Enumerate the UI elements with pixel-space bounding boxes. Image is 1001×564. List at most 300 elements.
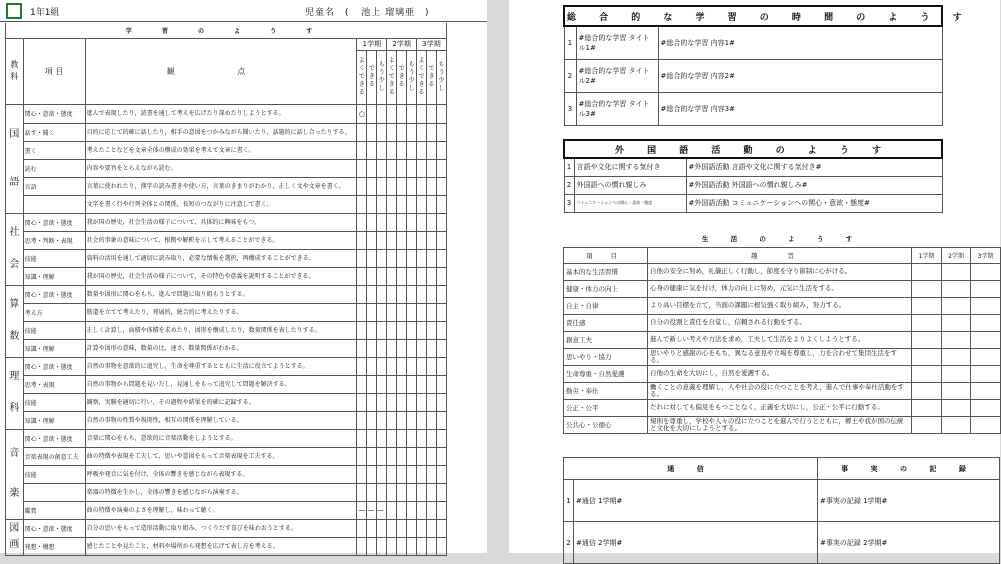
evaluation-cell[interactable] [436, 375, 446, 393]
evaluation-cell[interactable] [397, 411, 407, 429]
row-number: 1 [564, 26, 576, 59]
evaluation-cell[interactable] [397, 429, 407, 447]
life-eval-cell[interactable] [971, 331, 1001, 348]
evaluation-cell[interactable] [387, 159, 397, 177]
evaluation-cell[interactable] [387, 375, 397, 393]
life-eval-cell[interactable] [971, 416, 1001, 433]
evaluation-cell[interactable] [427, 303, 437, 321]
life-desc-cell: 自他の安全に努め，礼儀正しく行動し，節度を守り節制に心がける。 [648, 263, 912, 280]
evaluation-cell[interactable] [436, 321, 446, 339]
evaluation-cell[interactable] [357, 177, 367, 195]
life-item-cell: 基本的な生活習慣 [564, 263, 648, 280]
evaluation-cell[interactable] [367, 195, 377, 213]
life-eval-cell[interactable] [912, 365, 942, 382]
evaluation-cell[interactable] [377, 357, 387, 375]
evaluation-cell[interactable] [436, 177, 446, 195]
evaluation-cell[interactable] [407, 159, 417, 177]
item-cell: 話す・聞く [23, 123, 85, 141]
evaluation-cell[interactable] [436, 213, 446, 231]
evaluation-cell[interactable] [387, 213, 397, 231]
evaluation-cell[interactable] [417, 375, 427, 393]
comm-row [564, 480, 1000, 522]
evaluation-cell[interactable] [417, 303, 427, 321]
life-eval-cell[interactable] [942, 263, 971, 280]
item-cell: 関心・意欲・態度 [23, 213, 85, 231]
life-eval-cell[interactable] [942, 331, 971, 348]
level-label: できる [428, 65, 435, 88]
life-eval-cell[interactable] [912, 280, 942, 297]
life-eval-cell[interactable] [912, 416, 942, 433]
evaluation-cell[interactable] [407, 195, 417, 213]
evaluation-cell[interactable] [417, 213, 427, 231]
life-eval-cell[interactable] [912, 331, 942, 348]
evaluation-cell[interactable] [427, 123, 437, 141]
evaluation-cell[interactable] [377, 159, 387, 177]
evaluation-cell[interactable] [436, 357, 446, 375]
evaluation-cell[interactable] [436, 285, 446, 303]
evaluation-cell[interactable] [377, 177, 387, 195]
evaluation-cell[interactable] [427, 519, 437, 537]
learning-row [6, 321, 447, 339]
evaluation-cell[interactable] [397, 159, 407, 177]
evaluation-cell[interactable] [397, 519, 407, 537]
evaluation-cell[interactable] [377, 519, 387, 537]
evaluation-cell[interactable] [407, 267, 417, 285]
evaluation-cell[interactable] [436, 195, 446, 213]
life-eval-cell[interactable] [942, 280, 971, 297]
evaluation-cell[interactable] [407, 429, 417, 447]
evaluation-cell[interactable] [357, 285, 367, 303]
evaluation-cell[interactable] [436, 159, 446, 177]
selected-cell-cursor[interactable] [6, 3, 22, 19]
life-eval-cell[interactable] [942, 297, 971, 314]
evaluation-cell[interactable] [387, 285, 397, 303]
evaluation-cell[interactable] [397, 321, 407, 339]
evaluation-cell[interactable] [367, 104, 377, 123]
evaluation-cell[interactable] [407, 303, 417, 321]
life-term-header: 3学期 [971, 247, 1001, 263]
evaluation-cell[interactable] [407, 357, 417, 375]
evaluation-cell[interactable] [387, 249, 397, 267]
life-item-cell: 健康・体力の向上 [564, 280, 648, 297]
evaluation-cell[interactable] [407, 321, 417, 339]
life-eval-cell[interactable] [971, 382, 1001, 399]
learning-row [6, 267, 447, 285]
evaluation-cell[interactable] [407, 177, 417, 195]
evaluation-cell[interactable] [357, 123, 367, 141]
evaluation-cell[interactable] [427, 231, 437, 249]
evaluation-cell[interactable] [427, 267, 437, 285]
evaluation-cell[interactable] [427, 465, 437, 483]
class-label: 1年1組 [30, 8, 60, 18]
view-cell: 自然の事物から問題を見いだし，見通しをもって追究して問題を解決する。 [85, 375, 357, 393]
evaluation-cell[interactable] [387, 267, 397, 285]
subject-name: 図 画 [6, 519, 24, 555]
evaluation-cell[interactable]: — — — [357, 501, 367, 519]
evaluation-cell[interactable] [417, 447, 427, 465]
evaluation-cell[interactable] [407, 483, 417, 501]
evaluation-cell[interactable] [377, 249, 387, 267]
life-row [564, 416, 1001, 433]
evaluation-cell[interactable] [417, 393, 427, 411]
evaluation-cell[interactable] [397, 375, 407, 393]
evaluation-cell[interactable] [387, 429, 397, 447]
life-row [564, 263, 1001, 280]
evaluation-cell[interactable] [427, 285, 437, 303]
integrated-title-cell[interactable]: #総合的な学習 タイトル3# [576, 92, 658, 125]
evaluation-cell[interactable] [427, 375, 437, 393]
evaluation-cell[interactable] [367, 249, 377, 267]
evaluation-cell[interactable] [417, 321, 427, 339]
row-number: 2 [564, 59, 576, 92]
life-eval-cell[interactable] [971, 365, 1001, 382]
evaluation-cell[interactable] [387, 447, 397, 465]
life-eval-cell[interactable] [971, 399, 1001, 416]
evaluation-cell[interactable] [377, 141, 387, 159]
evaluation-cell[interactable] [387, 195, 397, 213]
evaluation-cell[interactable] [387, 141, 397, 159]
evaluation-cell[interactable] [427, 249, 437, 267]
evaluation-cell[interactable] [417, 357, 427, 375]
evaluation-cell[interactable] [367, 123, 377, 141]
evaluation-cell[interactable] [407, 411, 417, 429]
item-cell: 知識・理解 [23, 267, 85, 285]
evaluation-cell[interactable] [357, 393, 367, 411]
evaluation-cell[interactable] [427, 411, 437, 429]
evaluation-cell[interactable] [417, 483, 427, 501]
evaluation-cell[interactable] [427, 195, 437, 213]
evaluation-cell[interactable] [436, 537, 446, 555]
evaluation-cell[interactable] [377, 303, 387, 321]
level-label: できる [368, 65, 375, 88]
evaluation-cell[interactable] [397, 123, 407, 141]
evaluation-cell[interactable] [357, 159, 367, 177]
evaluation-cell[interactable] [417, 231, 427, 249]
evaluation-cell[interactable] [377, 339, 387, 357]
evaluation-cell[interactable] [417, 465, 427, 483]
evaluation-cell[interactable] [397, 267, 407, 285]
evaluation-cell[interactable] [367, 447, 377, 465]
evaluation-cell[interactable] [387, 411, 397, 429]
evaluation-cell[interactable] [387, 321, 397, 339]
integrated-content-cell[interactable]: #総合的な学習 内容2# [658, 59, 942, 92]
life-eval-cell[interactable] [942, 365, 971, 382]
evaluation-cell[interactable] [367, 321, 377, 339]
life-eval-cell[interactable] [942, 399, 971, 416]
comm-left-cell[interactable]: #通信 2学期# [574, 522, 818, 564]
evaluation-cell[interactable] [377, 213, 387, 231]
comm-right-cell[interactable]: #事実の記録 1学期# [818, 480, 1000, 522]
evaluation-cell[interactable] [417, 429, 427, 447]
evaluation-cell[interactable] [397, 537, 407, 555]
evaluation-cell[interactable] [367, 519, 377, 537]
evaluation-cell[interactable] [367, 537, 377, 555]
evaluation-cell[interactable] [427, 213, 437, 231]
evaluation-cell[interactable] [417, 267, 427, 285]
evaluation-cell[interactable] [357, 519, 367, 537]
evaluation-cell[interactable] [397, 285, 407, 303]
evaluation-cell[interactable] [367, 177, 377, 195]
evaluation-cell[interactable] [407, 339, 417, 357]
evaluation-cell[interactable] [397, 231, 407, 249]
evaluation-cell[interactable] [367, 357, 377, 375]
life-eval-cell[interactable] [942, 314, 971, 331]
evaluation-cell[interactable] [357, 375, 367, 393]
level-label: もう少し [438, 61, 445, 92]
life-row [564, 399, 1001, 416]
evaluation-cell[interactable] [357, 303, 367, 321]
evaluation-cell[interactable] [377, 231, 387, 249]
evaluation-cell[interactable] [427, 501, 437, 519]
foreign-content-cell[interactable]: #外国語活動 外国語への慣れ親しみ# [686, 176, 942, 194]
evaluation-cell[interactable] [367, 231, 377, 249]
evaluation-cell[interactable] [397, 357, 407, 375]
evaluation-cell[interactable] [427, 447, 437, 465]
evaluation-cell[interactable] [397, 249, 407, 267]
life-eval-cell[interactable] [971, 263, 1001, 280]
evaluation-cell[interactable] [377, 321, 387, 339]
evaluation-cell[interactable] [397, 303, 407, 321]
evaluation-cell[interactable] [407, 393, 417, 411]
evaluation-cell[interactable] [357, 357, 367, 375]
item-cell: 鑑賞 [23, 501, 85, 519]
integrated-title-cell[interactable]: #総合的な学習 タイトル2# [576, 59, 658, 92]
life-eval-cell[interactable] [912, 382, 942, 399]
life-col-item: 項 目 [564, 247, 648, 263]
evaluation-cell[interactable] [407, 537, 417, 555]
evaluation-cell[interactable] [427, 483, 437, 501]
evaluation-cell[interactable] [407, 447, 417, 465]
evaluation-cell[interactable] [417, 285, 427, 303]
evaluation-cell[interactable] [367, 429, 377, 447]
life-eval-cell[interactable] [942, 416, 971, 433]
evaluation-cell[interactable] [387, 339, 397, 357]
evaluation-cell[interactable] [436, 141, 446, 159]
evaluation-cell[interactable] [397, 501, 407, 519]
view-cell: 音楽に関心をもち，意欲的に音楽活動をしようとする。 [85, 429, 357, 447]
student-name-field[interactable] [305, 5, 438, 18]
integrated-title-cell[interactable]: #総合的な学習 タイトル1# [576, 26, 658, 59]
evaluation-cell[interactable] [397, 339, 407, 357]
evaluation-cell[interactable] [397, 213, 407, 231]
evaluation-cell[interactable] [357, 141, 367, 159]
evaluation-cell[interactable] [397, 393, 407, 411]
evaluation-cell[interactable] [357, 447, 367, 465]
evaluation-cell[interactable] [417, 141, 427, 159]
evaluation-cell[interactable] [407, 285, 417, 303]
evaluation-cell[interactable] [417, 159, 427, 177]
evaluation-cell[interactable] [436, 231, 446, 249]
evaluation-cell[interactable] [436, 519, 446, 537]
evaluation-cell[interactable] [357, 483, 367, 501]
life-eval-cell[interactable] [971, 348, 1001, 365]
evaluation-cell[interactable] [407, 104, 417, 123]
comm-right-cell[interactable]: #事実の記録 2学期# [818, 522, 1000, 564]
evaluation-cell[interactable] [377, 375, 387, 393]
evaluation-cell[interactable] [357, 321, 367, 339]
evaluation-cell[interactable] [407, 501, 417, 519]
evaluation-cell[interactable] [427, 357, 437, 375]
evaluation-cell[interactable] [377, 447, 387, 465]
item-cell: 書く [23, 141, 85, 159]
evaluation-cell[interactable] [387, 123, 397, 141]
evaluation-cell[interactable] [427, 339, 437, 357]
evaluation-cell[interactable] [367, 285, 377, 303]
life-item-cell: 思いやり・協力 [564, 348, 648, 365]
evaluation-cell[interactable] [407, 123, 417, 141]
evaluation-cell[interactable] [417, 177, 427, 195]
evaluation-cell[interactable] [377, 393, 387, 411]
evaluation-cell[interactable] [367, 141, 377, 159]
foreign-content-cell[interactable]: #外国語活動 言語や文化に関する気付き# [686, 158, 942, 176]
evaluation-cell[interactable] [407, 465, 417, 483]
evaluation-cell[interactable] [407, 249, 417, 267]
evaluation-cell[interactable] [427, 429, 437, 447]
evaluation-cell[interactable] [397, 177, 407, 195]
evaluation-cell[interactable] [367, 465, 377, 483]
evaluation-cell[interactable] [367, 339, 377, 357]
evaluation-cell[interactable] [357, 267, 367, 285]
life-eval-cell[interactable] [942, 348, 971, 365]
evaluation-cell[interactable] [387, 501, 397, 519]
evaluation-cell[interactable] [387, 104, 397, 123]
evaluation-cell[interactable]: ○ [357, 104, 367, 123]
evaluation-cell[interactable] [377, 411, 387, 429]
life-eval-cell[interactable] [912, 348, 942, 365]
evaluation-cell[interactable] [357, 537, 367, 555]
evaluation-cell[interactable] [436, 267, 446, 285]
learning-row [6, 483, 447, 501]
evaluation-cell[interactable] [436, 447, 446, 465]
evaluation-cell[interactable] [427, 537, 437, 555]
evaluation-cell[interactable] [417, 249, 427, 267]
evaluation-cell[interactable] [397, 483, 407, 501]
item-cell: 技能 [23, 249, 85, 267]
evaluation-cell[interactable] [417, 501, 427, 519]
evaluation-cell[interactable] [377, 123, 387, 141]
evaluation-cell[interactable] [387, 537, 397, 555]
evaluation-cell[interactable] [436, 465, 446, 483]
evaluation-cell[interactable] [387, 231, 397, 249]
evaluation-cell[interactable] [407, 231, 417, 249]
evaluation-cell[interactable] [367, 411, 377, 429]
evaluation-cell[interactable] [417, 537, 427, 555]
evaluation-cell[interactable] [427, 141, 437, 159]
evaluation-cell[interactable] [387, 177, 397, 195]
foreign-content-cell[interactable]: #外国語活動 コミュニケーションへの関心・意欲・態度# [686, 194, 942, 212]
view-cell: 楽器の特徴を生かし，全体の響きを感じながら演奏する。 [85, 483, 357, 501]
evaluation-cell[interactable] [436, 411, 446, 429]
life-eval-cell[interactable] [942, 382, 971, 399]
integrated-content-cell[interactable]: #総合的な学習 内容3# [658, 92, 942, 125]
evaluation-cell[interactable] [387, 519, 397, 537]
evaluation-cell[interactable] [367, 267, 377, 285]
level-label: よくできる [418, 57, 425, 96]
integrated-content-cell[interactable]: #総合的な学習 内容1# [658, 26, 942, 59]
evaluation-cell[interactable] [377, 285, 387, 303]
evaluation-cell[interactable] [436, 303, 446, 321]
evaluation-cell[interactable] [436, 483, 446, 501]
evaluation-cell[interactable] [357, 213, 367, 231]
evaluation-cell[interactable] [367, 393, 377, 411]
evaluation-cell[interactable] [377, 195, 387, 213]
evaluation-cell[interactable] [407, 519, 417, 537]
evaluation-cell[interactable] [367, 303, 377, 321]
evaluation-cell[interactable] [397, 195, 407, 213]
evaluation-cell[interactable] [357, 411, 367, 429]
evaluation-cell[interactable] [367, 159, 377, 177]
life-eval-cell[interactable] [971, 297, 1001, 314]
evaluation-cell[interactable] [357, 249, 367, 267]
comm-left-cell[interactable]: #通信 1学期# [574, 480, 818, 522]
evaluation-cell[interactable] [357, 429, 367, 447]
evaluation-cell[interactable] [387, 465, 397, 483]
evaluation-cell[interactable] [357, 465, 367, 483]
life-eval-cell[interactable] [912, 297, 942, 314]
life-eval-cell[interactable] [912, 263, 942, 280]
evaluation-cell[interactable] [367, 483, 377, 501]
evaluation-cell[interactable] [377, 483, 387, 501]
evaluation-cell[interactable] [357, 231, 367, 249]
evaluation-cell[interactable] [387, 393, 397, 411]
evaluation-cell[interactable] [417, 104, 427, 123]
life-eval-cell[interactable] [971, 314, 1001, 331]
evaluation-cell[interactable] [417, 519, 427, 537]
evaluation-cell[interactable] [357, 339, 367, 357]
evaluation-cell[interactable] [397, 447, 407, 465]
evaluation-cell[interactable] [427, 159, 437, 177]
evaluation-cell[interactable] [397, 465, 407, 483]
evaluation-cell[interactable] [367, 375, 377, 393]
evaluation-cell[interactable] [397, 141, 407, 159]
subject-name: 音 楽 [6, 429, 24, 519]
right-report-page [509, 0, 1000, 553]
life-eval-cell[interactable] [912, 399, 942, 416]
evaluation-cell[interactable] [377, 104, 387, 123]
evaluation-cell[interactable] [407, 213, 417, 231]
evaluation-cell[interactable] [357, 195, 367, 213]
evaluation-cell[interactable] [436, 123, 446, 141]
evaluation-cell[interactable] [436, 393, 446, 411]
evaluation-cell[interactable] [436, 429, 446, 447]
evaluation-cell[interactable] [417, 339, 427, 357]
evaluation-cell[interactable] [436, 501, 446, 519]
evaluation-cell[interactable] [427, 321, 437, 339]
evaluation-cell[interactable] [407, 375, 417, 393]
evaluation-cell[interactable] [427, 393, 437, 411]
evaluation-cell[interactable] [377, 465, 387, 483]
evaluation-cell[interactable] [436, 104, 446, 123]
life-eval-cell[interactable] [971, 280, 1001, 297]
evaluation-cell[interactable] [427, 177, 437, 195]
evaluation-cell[interactable] [417, 195, 427, 213]
evaluation-cell[interactable] [387, 303, 397, 321]
evaluation-cell[interactable] [427, 104, 437, 123]
evaluation-cell[interactable] [407, 141, 417, 159]
evaluation-cell[interactable] [377, 429, 387, 447]
evaluation-cell[interactable] [436, 249, 446, 267]
evaluation-cell[interactable] [367, 213, 377, 231]
life-eval-cell[interactable] [912, 314, 942, 331]
evaluation-cell[interactable] [377, 537, 387, 555]
evaluation-cell[interactable] [436, 339, 446, 357]
evaluation-cell[interactable] [387, 483, 397, 501]
evaluation-cell[interactable] [417, 411, 427, 429]
evaluation-cell[interactable] [377, 267, 387, 285]
evaluation-cell[interactable] [417, 123, 427, 141]
evaluation-cell[interactable] [387, 357, 397, 375]
evaluation-cell[interactable] [397, 104, 407, 123]
